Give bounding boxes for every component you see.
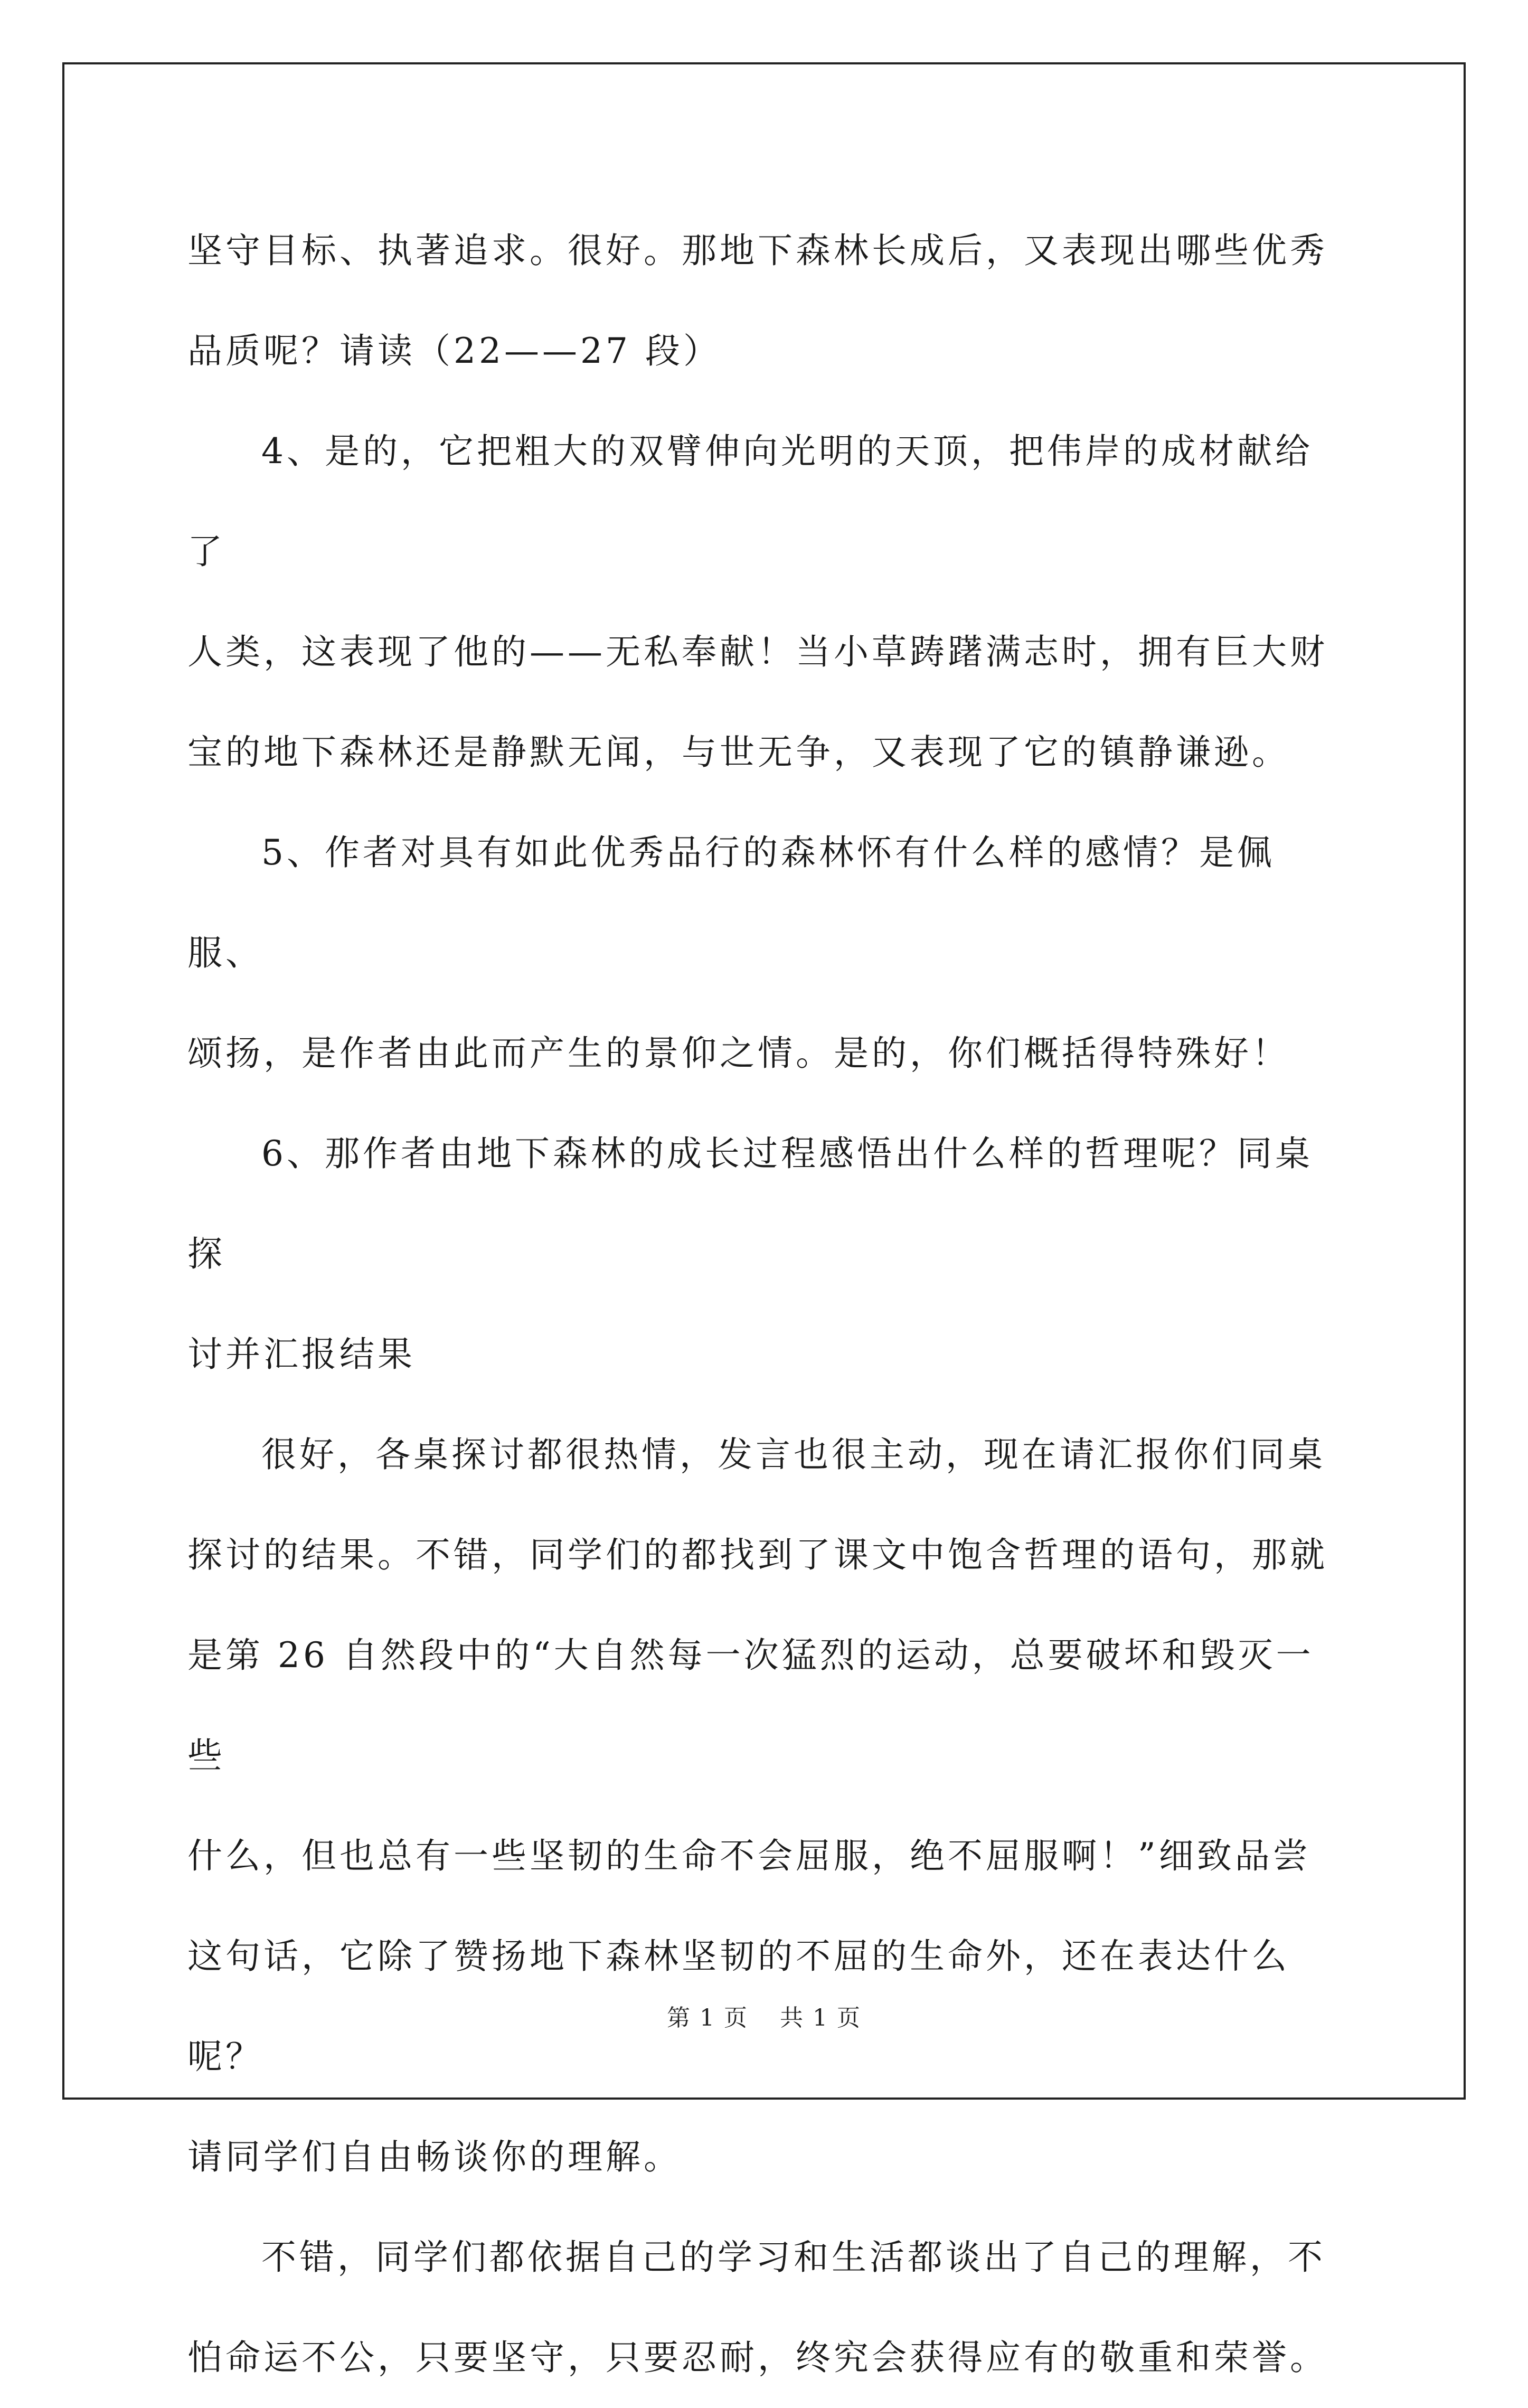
paragraph-conclusion: 不错，同学们都依据自己的学习和生活都谈出了自己的理解，不 怕命运不公，只要坚守，只要忍耐，终究会获得应有的敬重和荣誉。 (187, 2237, 1328, 2378)
document-body (187, 201, 1349, 2408)
page-footer (0, 1999, 1528, 2033)
paragraph-continuation: 坚守目标、执著追求。很好。那地下森林长成后，又表现出哪些优秀 品质呢？请读（22——27 段） (187, 230, 1328, 371)
paragraph-item-6: 6、那作者由地下森林的成长过程感悟出什么样的哲理呢？同桌探 讨并汇报结果 (187, 1133, 1313, 1375)
page-number: 第 1 页 (667, 2005, 748, 2031)
paragraph-discussion: 很好，各桌探讨都很热情，发言也很主动，现在请汇报你们同桌 探讨的结果。不错，同学们的都找到了课文中饱含哲理的语句，那就 是第 26 自然段中的“大自然每一次猛烈的运动，总要破坏和毁灭一些 什么，但也总有一些坚韧的生命不会屈服，绝不屈服啊！”细致品尝 这句话，它除了赞扬地下森林坚韧的不屈的生命外，还在表达什么呢？ 请同学们自由畅谈你的理解。 (187, 1434, 1328, 2177)
paragraph-item-4: 4、是的，它把粗大的双臂伸向光明的天顶，把伟岸的成材献给了 人类，这表现了他的——无私奉献！当小草踌躇满志时，拥有巨大财 宝的地下森林还是静默无闻，与世无争，又表现了它的镇静谦逊。 (187, 431, 1328, 773)
paragraph-item-5: 5、作者对具有如此优秀品行的森林怀有什么样的感情？是佩服、 颂扬，是作者由此而产生的景仰之情。是的，你们概括得特殊好！ (187, 832, 1290, 1074)
page-total: 共 1 页 (780, 2005, 861, 2031)
